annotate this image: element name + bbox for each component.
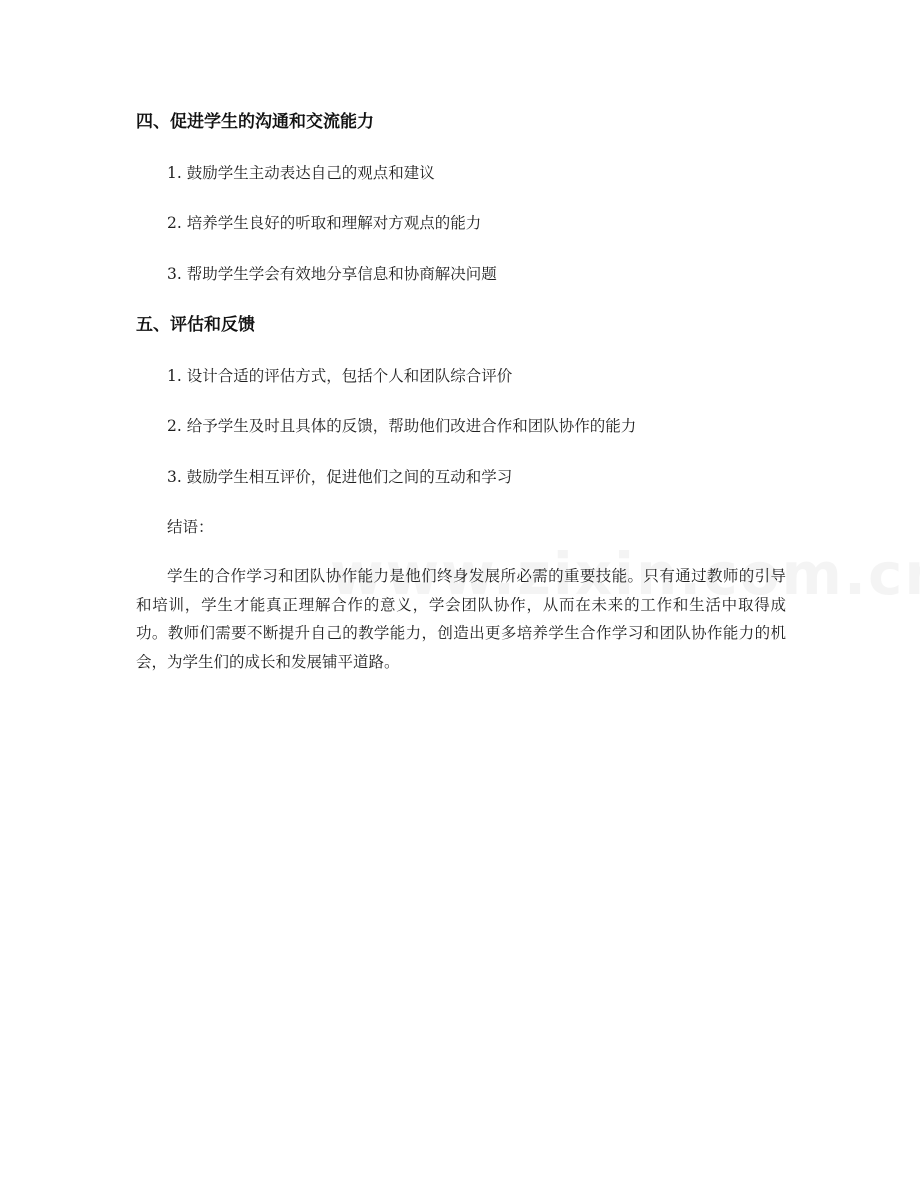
section-heading-evaluation: 五、评估和反馈 [136, 315, 255, 335]
conclusion-paragraph: 学生的合作学习和团队协作能力是他们终身发展所必需的重要技能。只有通过教师的引导和培训，学生才能真正理解合作的意义，学会团队协作，从而在未来的工作和生活中取得成功。教师们需要不断提升自己的教学能力，创造出更多培养学生合作学习和团队协作能力的机会，为学生们的成长和发展铺平道路。 [136, 567, 786, 671]
list-item: 1. 设计合适的评估方式，包括个人和团队综合评价 [167, 367, 513, 385]
conclusion-label: 结语： [167, 518, 214, 536]
list-item: 1. 鼓励学生主动表达自己的观点和建议 [167, 164, 435, 182]
list-item: 2. 培养学生良好的听取和理解对方观点的能力 [167, 214, 482, 232]
section-heading-communication: 四、促进学生的沟通和交流能力 [136, 112, 374, 132]
list-item: 3. 鼓励学生相互评价，促进他们之间的互动和学习 [167, 468, 513, 486]
list-item: 2. 给予学生及时且具体的反馈，帮助他们改进合作和团队协作的能力 [167, 417, 637, 435]
list-item: 3. 帮助学生学会有效地分享信息和协商解决问题 [167, 265, 497, 283]
